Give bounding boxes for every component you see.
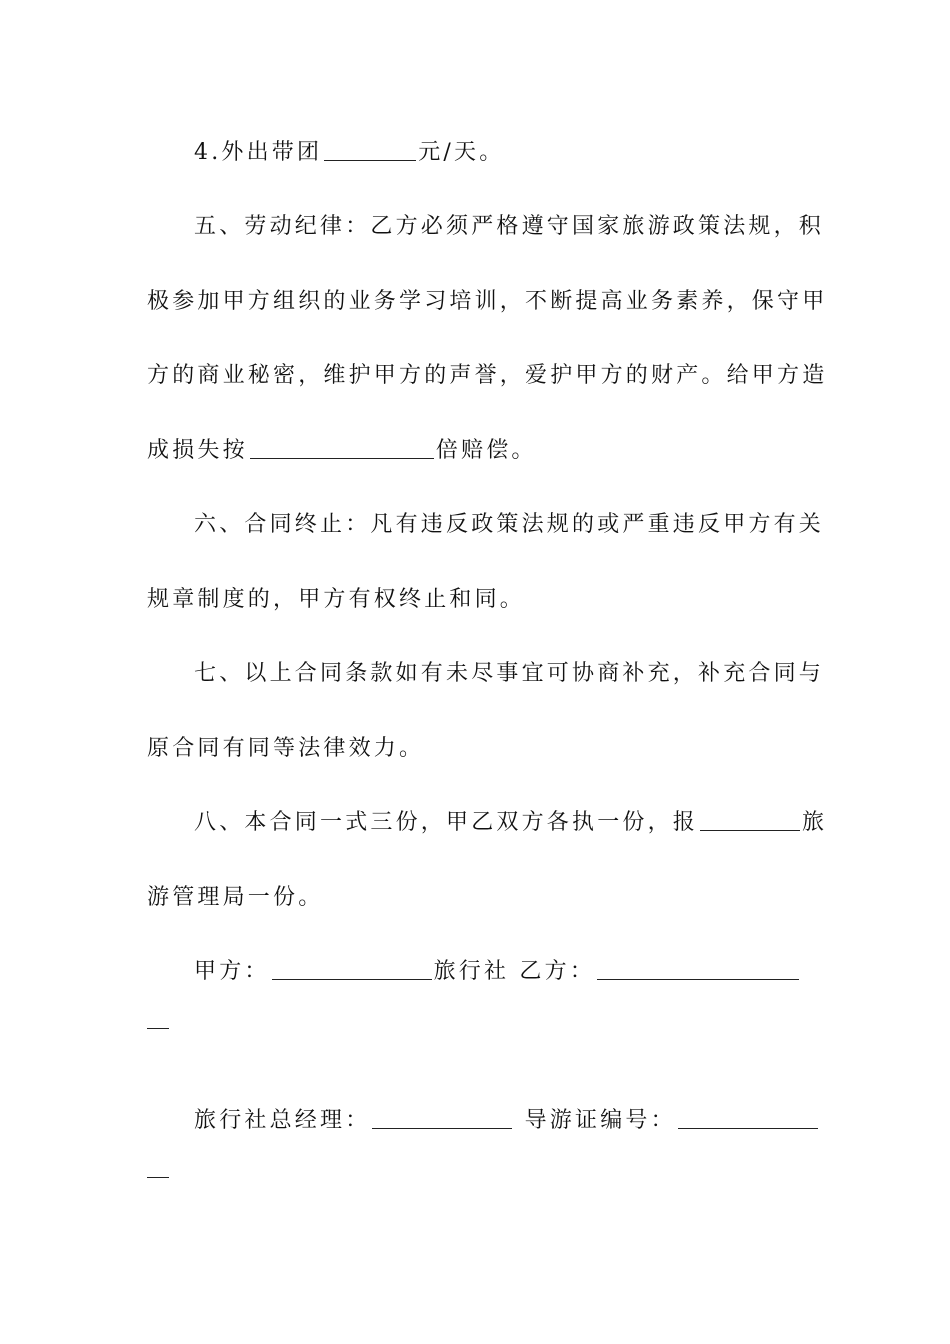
- clause-5-text: 成损失按: [147, 438, 248, 463]
- clause-7-line-2: 原合同有同等法律效力。: [147, 736, 425, 761]
- clause-5-line-3: 方的商业秘密，维护甲方的声誉，爱护甲方的财产。给甲方造: [147, 363, 828, 388]
- item-4-label: 4.外出带团: [194, 140, 323, 165]
- travel-agency-label: 旅行社: [433, 959, 510, 984]
- party-a-label: 甲方：: [194, 959, 270, 984]
- party-b-label: 乙方：: [519, 959, 596, 984]
- party-b-blank-continuation: [147, 1028, 169, 1029]
- tourism-bureau-blank: [700, 808, 800, 831]
- clause-8-tail: 旅: [802, 810, 828, 835]
- item-4-line: [194, 138, 807, 168]
- guide-cert-label: 导游证编号：: [524, 1108, 676, 1133]
- general-manager-blank: [372, 1106, 512, 1129]
- manager-guide-line: [194, 1106, 807, 1136]
- party-a-blank: [272, 957, 432, 980]
- clause-6-line-1: 六、合同终止：凡有违反政策法规的或严重违反甲方有关: [194, 512, 825, 537]
- party-b-blank: [597, 957, 799, 980]
- general-manager-label: 旅行社总经理：: [194, 1108, 371, 1133]
- clause-6-line-2: 规章制度的，甲方有权终止和同。: [147, 587, 526, 612]
- clause-8-line-2: 游管理局一份。: [147, 885, 324, 910]
- party-signature-line: [194, 957, 807, 987]
- guide-cert-blank-continuation: [147, 1177, 169, 1178]
- clause-5-line-4: [147, 436, 807, 466]
- daily-rate-blank: [324, 138, 416, 161]
- clause-5-line-1: 五、劳动纪律：乙方必须严格遵守国家旅游政策法规，积: [194, 214, 825, 239]
- clause-8-line-1: [194, 808, 828, 838]
- clause-5-tail: 倍赔偿。: [435, 438, 537, 463]
- clause-7-line-1: 七、以上合同条款如有未尽事宜可协商补充，补充合同与: [194, 661, 825, 686]
- clause-8-text: 八、本合同一式三份，甲乙双方各执一份，报: [194, 810, 699, 835]
- item-4-unit: 元/天。: [418, 140, 505, 165]
- clause-5-line-2: 极参加甲方组织的业务学习培训，不断提高业务素养，保守甲: [147, 289, 828, 314]
- guide-cert-blank: [678, 1106, 818, 1129]
- compensation-multiplier-blank: [250, 436, 434, 459]
